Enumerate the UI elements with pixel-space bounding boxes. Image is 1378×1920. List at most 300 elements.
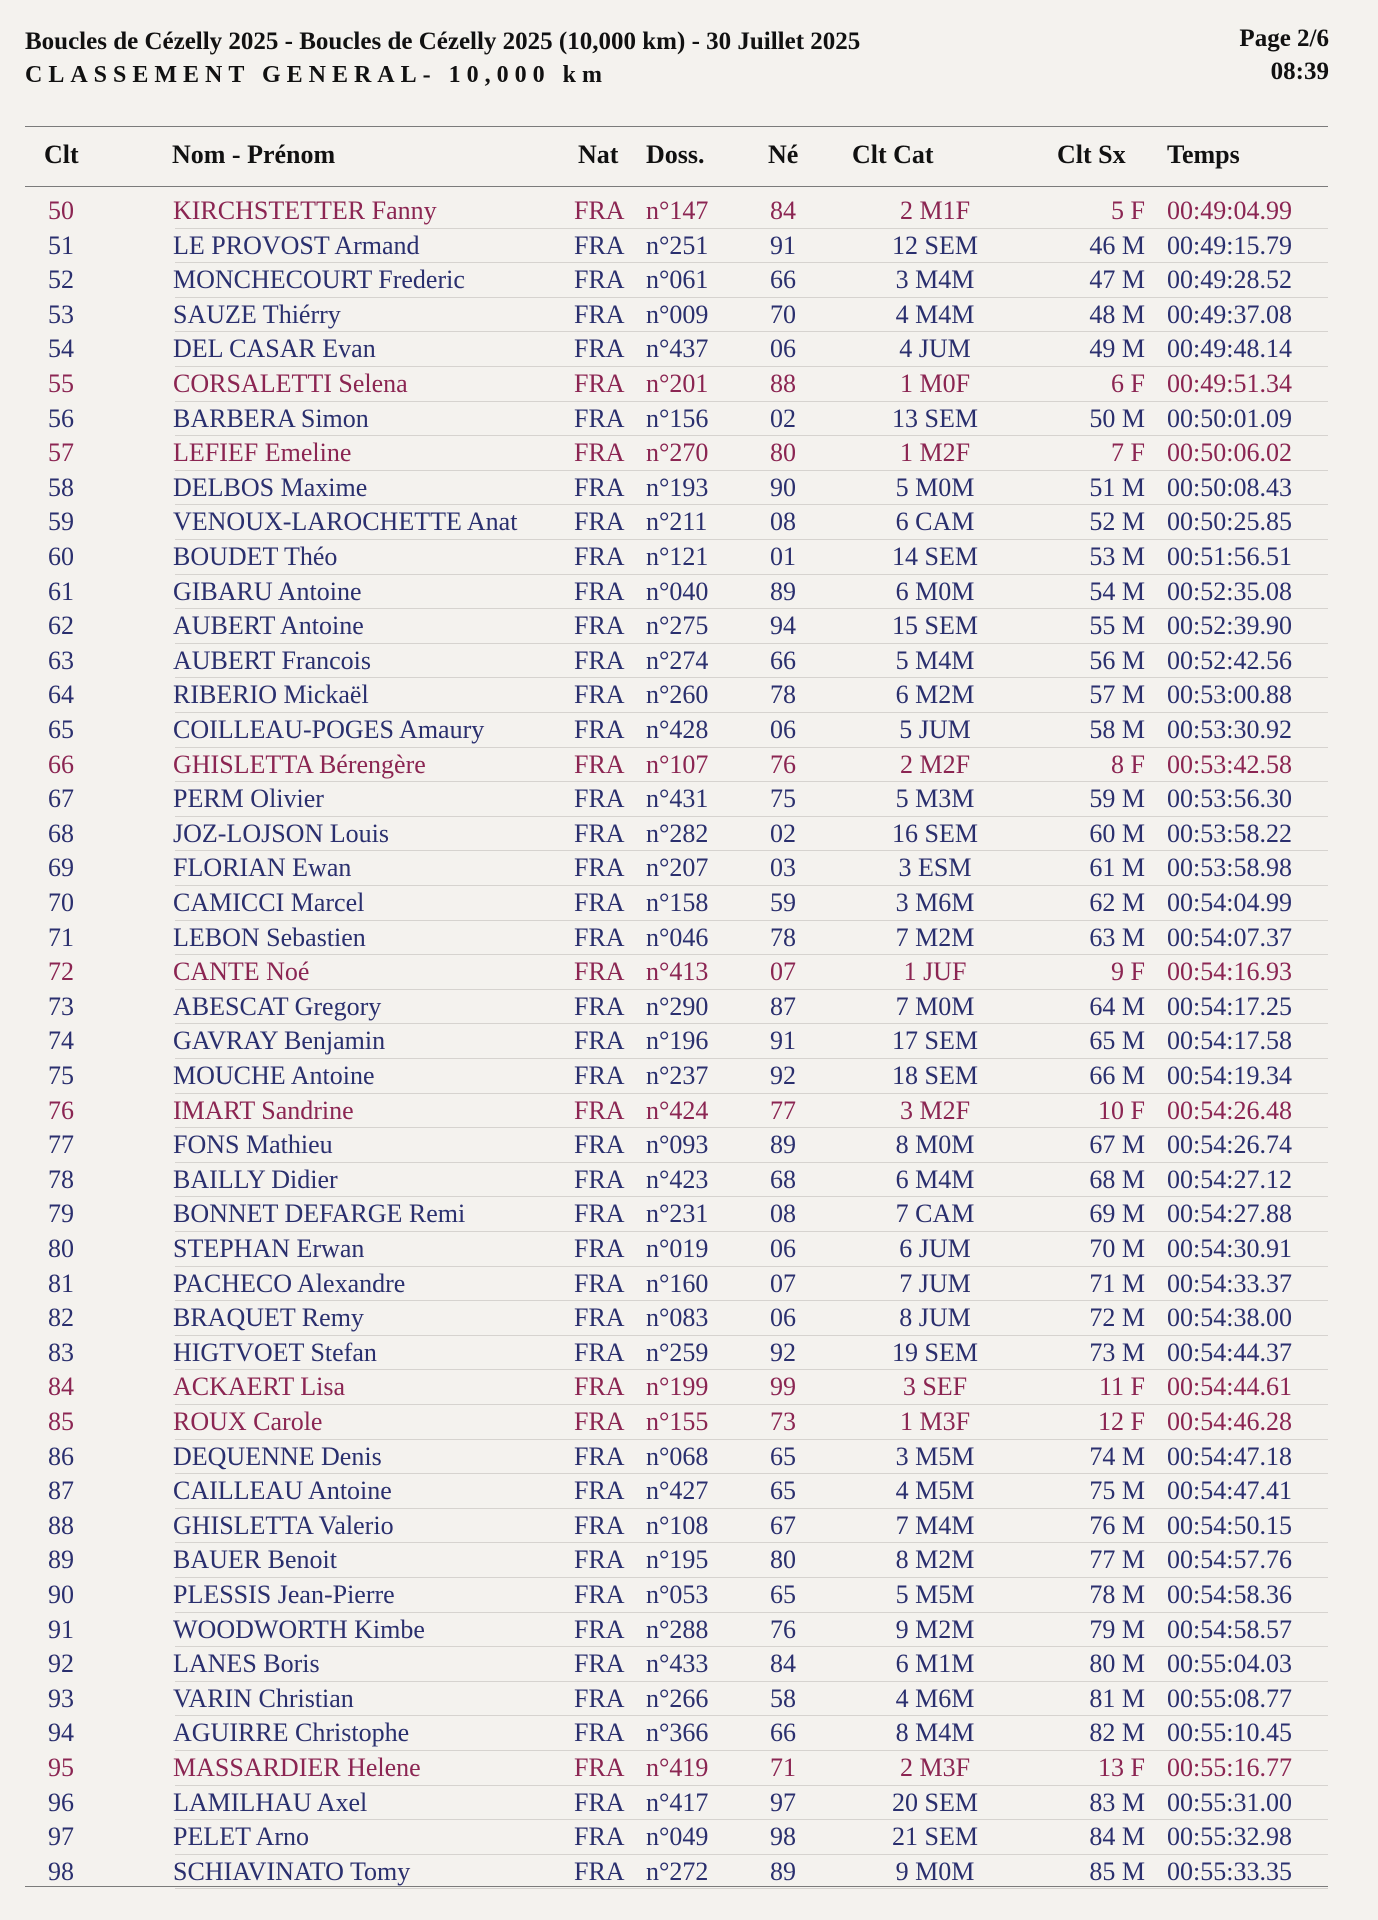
cell-doss: n°433 [646, 1649, 709, 1679]
cell-doss: n°160 [646, 1268, 709, 1298]
cell-ne: 02 [770, 818, 796, 848]
cell-doss: n°288 [646, 1614, 709, 1644]
cell-cat: 3 M2F [899, 1095, 971, 1125]
cell-clt: 63 [48, 645, 74, 675]
cell-doss: n°040 [646, 576, 709, 606]
cell-nat: FRA [574, 818, 625, 848]
cell-sx: 49 M [1089, 334, 1145, 364]
cell-ne: 89 [770, 1856, 796, 1886]
table-row [0, 782, 1378, 817]
cell-clt: 72 [48, 957, 74, 987]
cell-cat: 18 SEM [892, 1061, 978, 1090]
cell-nom: BONNET DEFARGE Remi [173, 1199, 466, 1229]
cell-temps: 00:55:33.35 [1167, 1856, 1292, 1886]
cell-nat: FRA [574, 1822, 625, 1852]
cell-doss: n°053 [646, 1580, 709, 1609]
cell-nat: FRA [574, 1234, 625, 1263]
cell-ne: 97 [770, 1787, 796, 1817]
table-row [0, 540, 1378, 575]
cell-cat: 1 M2F [899, 438, 971, 468]
cell-nom: ACKAERT Lisa [173, 1372, 346, 1402]
cell-nat: FRA [574, 1545, 625, 1575]
cell-doss: n°068 [646, 1441, 709, 1471]
cell-doss: n°424 [646, 1095, 709, 1125]
cell-doss: n°231 [646, 1199, 709, 1229]
cell-temps: 00:52:42.56 [1167, 645, 1292, 675]
cell-cat: 2 M3F [899, 1753, 971, 1782]
cell-nat: FRA [574, 1061, 625, 1090]
cell-cat: 5 JUM [899, 715, 971, 744]
cell-temps: 00:54:47.41 [1167, 1476, 1292, 1506]
cell-cat: 4 M4M [895, 299, 975, 329]
cell-nat: FRA [574, 715, 625, 744]
cell-doss: n°046 [646, 922, 709, 952]
table-row [0, 1232, 1378, 1267]
cell-ne: 06 [770, 334, 796, 364]
cell-nom: PELET Arno [173, 1822, 310, 1852]
cell-nat: FRA [574, 611, 625, 641]
cell-temps: 00:52:39.90 [1167, 611, 1292, 641]
cell-nat: FRA [574, 1614, 625, 1644]
cell-cat: 9 M0M [895, 1856, 975, 1886]
cell-sx: 70 M [1089, 1234, 1145, 1263]
cell-temps: 00:49:28.52 [1167, 265, 1292, 295]
cell-ne: 07 [770, 1268, 796, 1298]
cell-clt: 91 [48, 1614, 74, 1644]
cell-clt: 53 [48, 299, 74, 329]
cell-clt: 85 [48, 1407, 74, 1436]
cell-ne: 98 [770, 1822, 796, 1852]
cell-doss: n°019 [646, 1234, 709, 1263]
cell-cat: 4 M6M [895, 1683, 975, 1713]
cell-sx: 47 M [1089, 265, 1145, 295]
cell-cat: 20 SEM [892, 1787, 978, 1817]
cell-ne: 06 [770, 715, 796, 744]
cell-nom: GAVRAY Benjamin [173, 1026, 386, 1056]
cell-doss: n°121 [646, 542, 709, 571]
cell-nat: FRA [574, 1441, 625, 1471]
cell-temps: 00:54:44.61 [1167, 1372, 1292, 1402]
cell-nat: FRA [574, 507, 625, 537]
cell-nat: FRA [574, 1856, 625, 1886]
cell-cat: 5 M0M [895, 472, 975, 502]
col-header-nom: Nom - Prénom [172, 140, 336, 169]
cell-nat: FRA [574, 576, 625, 606]
cell-sx: 6 F [1111, 369, 1145, 398]
cell-sx: 51 M [1089, 472, 1145, 502]
cell-nat: FRA [574, 1337, 625, 1367]
cell-ne: 02 [770, 403, 796, 433]
cell-temps: 00:54:17.58 [1167, 1026, 1292, 1056]
cell-temps: 00:54:47.18 [1167, 1441, 1292, 1471]
cell-clt: 98 [48, 1856, 74, 1886]
cell-nom: DEL CASAR Evan [173, 334, 376, 364]
cell-nom: PERM Olivier [173, 784, 324, 814]
table-row [0, 990, 1378, 1025]
cell-sx: 71 M [1089, 1268, 1145, 1298]
cell-ne: 59 [770, 888, 796, 917]
cell-nat: FRA [574, 680, 625, 710]
cell-nom: STEPHAN Erwan [173, 1234, 365, 1263]
cell-sx: 78 M [1089, 1580, 1145, 1609]
cell-temps: 00:50:25.85 [1167, 507, 1292, 537]
cell-nat: FRA [574, 749, 625, 779]
cell-nom: COILLEAU-POGES Amaury [173, 715, 485, 744]
cell-nat: FRA [574, 853, 625, 883]
cell-sx: 7 F [1111, 438, 1145, 468]
cell-clt: 77 [48, 1130, 74, 1160]
cell-nat: FRA [574, 1130, 625, 1160]
cell-nat: FRA [574, 922, 625, 952]
cell-temps: 00:55:32.98 [1167, 1822, 1292, 1852]
cell-sx: 73 M [1089, 1337, 1145, 1367]
cell-clt: 90 [48, 1580, 74, 1609]
cell-nom: ROUX Carole [173, 1407, 323, 1436]
cell-cat: 6 M0M [895, 576, 975, 606]
cell-ne: 08 [770, 507, 796, 537]
cell-nom: BOUDET Théo [173, 542, 338, 571]
cell-sx: 68 M [1089, 1164, 1145, 1194]
cell-nom: BARBERA Simon [173, 403, 369, 433]
table-row [0, 1405, 1378, 1440]
cell-ne: 66 [770, 645, 796, 675]
cell-cat: 6 M1M [895, 1649, 975, 1679]
cell-nat: FRA [574, 438, 625, 468]
cell-clt: 76 [48, 1095, 74, 1125]
cell-doss: n°272 [646, 1856, 709, 1886]
cell-nat: FRA [574, 299, 625, 329]
cell-doss: n°061 [646, 265, 709, 295]
table-row [0, 1197, 1378, 1232]
cell-ne: 58 [770, 1683, 796, 1713]
cell-nat: FRA [574, 334, 625, 364]
col-header-sx: Clt Sx [1057, 140, 1126, 169]
cell-ne: 91 [770, 230, 796, 260]
table-row [0, 921, 1378, 956]
page-title: Boucles de Cézelly 2025 - Boucles de Cézelly 2025 (10,000 km) - 30 Juillet 2025 [25, 28, 861, 55]
cell-nat: FRA [574, 1268, 625, 1298]
cell-doss: n°437 [646, 334, 709, 364]
cell-temps: 00:52:35.08 [1167, 576, 1292, 606]
cell-cat: 6 JUM [899, 1234, 971, 1263]
cell-sx: 54 M [1089, 576, 1145, 606]
table-row [0, 367, 1378, 402]
table-row [0, 1370, 1378, 1405]
cell-temps: 00:54:33.37 [1167, 1268, 1292, 1298]
cell-ne: 06 [770, 1303, 796, 1333]
cell-doss: n°259 [646, 1337, 709, 1367]
cell-clt: 50 [48, 196, 74, 225]
cell-temps: 00:55:10.45 [1167, 1718, 1292, 1748]
cell-sx: 84 M [1089, 1822, 1145, 1852]
table-row [0, 1647, 1378, 1682]
cell-nom: IMART Sandrine [173, 1095, 354, 1125]
cell-doss: n°211 [646, 507, 708, 537]
cell-temps: 00:53:58.22 [1167, 818, 1292, 848]
cell-doss: n°366 [646, 1718, 709, 1748]
cell-doss: n°251 [646, 230, 709, 260]
cell-ne: 78 [770, 922, 796, 952]
cell-sx: 46 M [1089, 230, 1145, 260]
cell-clt: 80 [48, 1234, 74, 1263]
table-row [0, 1786, 1378, 1821]
cell-nat: FRA [574, 196, 625, 225]
cell-ne: 89 [770, 576, 796, 606]
cell-nom: DEQUENNE Denis [173, 1441, 382, 1471]
cell-cat: 1 JUF [903, 957, 967, 987]
cell-doss: n°423 [646, 1164, 709, 1194]
cell-sx: 55 M [1089, 611, 1145, 641]
cell-cat: 5 M4M [895, 645, 975, 675]
cell-doss: n°009 [646, 299, 709, 329]
cell-cat: 19 SEM [892, 1337, 978, 1367]
table-row [0, 332, 1378, 367]
cell-nom: GIBARU Antoine [173, 576, 362, 606]
cell-doss: n°427 [646, 1476, 709, 1506]
cell-temps: 00:54:58.36 [1167, 1580, 1292, 1609]
table-row [0, 402, 1378, 437]
cell-cat: 12 SEM [892, 230, 978, 260]
cell-ne: 07 [770, 957, 796, 987]
cell-nom: CAMICCI Marcel [173, 888, 365, 917]
cell-cat: 4 M5M [895, 1476, 975, 1506]
cell-nat: FRA [574, 230, 625, 260]
cell-ne: 80 [770, 438, 796, 468]
cell-ne: 76 [770, 1614, 796, 1644]
col-header-cat: Clt Cat [852, 140, 934, 169]
cell-cat: 7 JUM [899, 1268, 971, 1298]
cell-clt: 96 [48, 1787, 74, 1817]
cell-doss: n°195 [646, 1545, 709, 1575]
cell-sx: 83 M [1089, 1787, 1145, 1817]
cell-cat: 17 SEM [892, 1026, 978, 1056]
cell-ne: 84 [770, 1649, 796, 1679]
cell-clt: 69 [48, 853, 74, 883]
cell-clt: 54 [48, 334, 74, 364]
cell-ne: 03 [770, 853, 796, 883]
cell-doss: n°290 [646, 991, 709, 1021]
cell-temps: 00:54:19.34 [1167, 1061, 1292, 1090]
cell-doss: n°260 [646, 680, 709, 710]
cell-cat: 6 M2M [895, 680, 975, 710]
cell-doss: n°147 [646, 196, 709, 225]
cell-nom: LEBON Sebastien [173, 922, 366, 952]
cell-ne: 92 [770, 1061, 796, 1090]
cell-clt: 66 [48, 749, 74, 779]
cell-sx: 81 M [1089, 1683, 1145, 1713]
cell-ne: 65 [770, 1441, 796, 1471]
cell-nom: LANES Boris [173, 1649, 320, 1679]
col-header-nat: Nat [578, 140, 619, 169]
cell-nom: GHISLETTA Valerio [173, 1510, 394, 1540]
cell-clt: 67 [48, 784, 74, 814]
table-row [0, 678, 1378, 713]
cell-nom: AGUIRRE Christophe [173, 1718, 410, 1748]
table-row [0, 1578, 1378, 1613]
row-divider [175, 1888, 1328, 1889]
cell-sx: 76 M [1089, 1510, 1145, 1540]
table-row [0, 229, 1378, 264]
cell-temps: 00:55:31.00 [1167, 1787, 1292, 1817]
cell-nom: BAUER Benoit [173, 1545, 337, 1575]
table-row [0, 1855, 1378, 1890]
table-row [0, 1474, 1378, 1509]
cell-sx: 79 M [1089, 1614, 1145, 1644]
cell-temps: 00:54:26.48 [1167, 1095, 1292, 1125]
cell-nat: FRA [574, 1683, 625, 1713]
table-row [0, 851, 1378, 886]
cell-ne: 84 [770, 196, 796, 225]
cell-temps: 00:54:27.88 [1167, 1199, 1292, 1229]
cell-doss: n°158 [646, 888, 709, 917]
cell-clt: 95 [48, 1753, 74, 1782]
cell-nat: FRA [574, 1095, 625, 1125]
cell-clt: 78 [48, 1164, 74, 1194]
cell-temps: 00:54:46.28 [1167, 1407, 1292, 1436]
cell-ne: 68 [770, 1164, 796, 1194]
cell-clt: 81 [48, 1268, 74, 1298]
cell-sx: 60 M [1089, 818, 1145, 848]
cell-sx: 77 M [1089, 1545, 1145, 1575]
cell-clt: 88 [48, 1510, 74, 1540]
cell-temps: 00:55:16.77 [1167, 1753, 1292, 1782]
cell-cat: 3 M4M [895, 265, 975, 295]
cell-cat: 6 CAM [895, 507, 975, 537]
cell-doss: n°199 [646, 1372, 709, 1402]
table-row [0, 1751, 1378, 1786]
cell-nat: FRA [574, 784, 625, 814]
cell-nat: FRA [574, 1787, 625, 1817]
cell-temps: 00:55:08.77 [1167, 1683, 1292, 1713]
table-row [0, 263, 1378, 298]
cell-cat: 5 M5M [895, 1580, 975, 1609]
cell-ne: 71 [770, 1753, 796, 1782]
table-row [0, 1716, 1378, 1751]
cell-nom: WOODWORTH Kimbe [173, 1614, 425, 1644]
cell-clt: 55 [48, 369, 74, 398]
table-row [0, 1267, 1378, 1302]
cell-ne: 90 [770, 472, 796, 502]
cell-cat: 4 JUM [899, 334, 971, 364]
cell-temps: 00:53:58.98 [1167, 853, 1292, 883]
cell-nom: GHISLETTA Bérengère [173, 749, 426, 779]
cell-temps: 00:54:30.91 [1167, 1234, 1292, 1263]
cell-nat: FRA [574, 265, 625, 295]
cell-temps: 00:53:00.88 [1167, 680, 1292, 710]
table-row [0, 609, 1378, 644]
table-row [0, 471, 1378, 506]
cell-cat: 2 M2F [899, 749, 971, 779]
cell-clt: 56 [48, 403, 74, 433]
cell-sx: 72 M [1089, 1303, 1145, 1333]
cell-nom: AUBERT Francois [173, 645, 372, 675]
table-row [0, 713, 1378, 748]
cell-sx: 50 M [1089, 403, 1145, 433]
cell-nom: RIBERIO Mickaël [173, 680, 369, 710]
table-row [0, 1024, 1378, 1059]
cell-doss: n°274 [646, 645, 709, 675]
cell-clt: 87 [48, 1476, 74, 1506]
cell-sx: 69 M [1089, 1199, 1145, 1229]
cell-ne: 91 [770, 1026, 796, 1056]
cell-sx: 61 M [1089, 853, 1145, 883]
col-header-ne: Né [768, 140, 799, 169]
cell-sx: 52 M [1089, 507, 1145, 537]
table-row [0, 955, 1378, 990]
cell-cat: 1 M0F [899, 369, 971, 398]
cell-sx: 75 M [1089, 1476, 1145, 1506]
cell-sx: 65 M [1089, 1026, 1145, 1056]
cell-cat: 8 M4M [895, 1718, 975, 1748]
table-row [0, 817, 1378, 852]
table-row [0, 1336, 1378, 1371]
table-row [0, 1163, 1378, 1198]
cell-doss: n°417 [646, 1787, 709, 1817]
cell-sx: 63 M [1089, 922, 1145, 952]
cell-cat: 14 SEM [892, 542, 978, 571]
cell-cat: 7 M2M [895, 922, 975, 952]
cell-doss: n°413 [646, 957, 709, 987]
table-row [0, 298, 1378, 333]
table-row [0, 1440, 1378, 1475]
cell-cat: 3 ESM [898, 853, 972, 883]
table-row [0, 644, 1378, 679]
cell-doss: n°108 [646, 1510, 709, 1540]
cell-nat: FRA [574, 1718, 625, 1748]
cell-clt: 79 [48, 1199, 74, 1229]
cell-temps: 00:49:48.14 [1167, 334, 1292, 364]
cell-sx: 9 F [1111, 957, 1145, 987]
cell-nom: FONS Mathieu [173, 1130, 333, 1160]
page-subtitle: CLASSEMENT GENERAL- 10,000 km [25, 62, 608, 88]
cell-nom: AUBERT Antoine [173, 611, 364, 641]
table-row [0, 505, 1378, 540]
cell-nom: ABESCAT Gregory [173, 991, 382, 1021]
cell-nom: CANTE Noé [173, 957, 310, 987]
cell-temps: 00:53:56.30 [1167, 784, 1292, 814]
cell-clt: 93 [48, 1683, 74, 1713]
cell-clt: 70 [48, 888, 74, 917]
cell-clt: 74 [48, 1026, 74, 1056]
cell-nom: BRAQUET Remy [173, 1303, 364, 1333]
table-row [0, 1301, 1378, 1336]
cell-cat: 8 M0M [895, 1130, 975, 1160]
cell-sx: 85 M [1089, 1856, 1145, 1886]
cell-sx: 48 M [1089, 299, 1145, 329]
cell-nom: BAILLY Didier [173, 1164, 338, 1194]
cell-cat: 3 M5M [895, 1441, 975, 1471]
table-row [0, 1059, 1378, 1094]
col-header-clt: Clt [44, 140, 79, 169]
cell-cat: 7 M4M [895, 1510, 975, 1540]
cell-cat: 13 SEM [892, 403, 978, 433]
cell-ne: 06 [770, 1234, 796, 1263]
cell-nom: KIRCHSTETTER Fanny [173, 196, 437, 225]
cell-cat: 21 SEM [892, 1822, 978, 1852]
cell-doss: n°270 [646, 438, 709, 468]
cell-nat: FRA [574, 1026, 625, 1056]
cell-doss: n°282 [646, 818, 709, 848]
cell-doss: n°193 [646, 472, 709, 502]
cell-clt: 92 [48, 1649, 74, 1679]
cell-nat: FRA [574, 403, 625, 433]
cell-cat: 6 M4M [895, 1164, 975, 1194]
cell-nom: JOZ-LOJSON Louis [173, 818, 389, 848]
cell-ne: 66 [770, 1718, 796, 1748]
cell-nom: PLESSIS Jean-Pierre [173, 1580, 395, 1609]
cell-sx: 74 M [1089, 1441, 1145, 1471]
cell-nat: FRA [574, 369, 625, 398]
